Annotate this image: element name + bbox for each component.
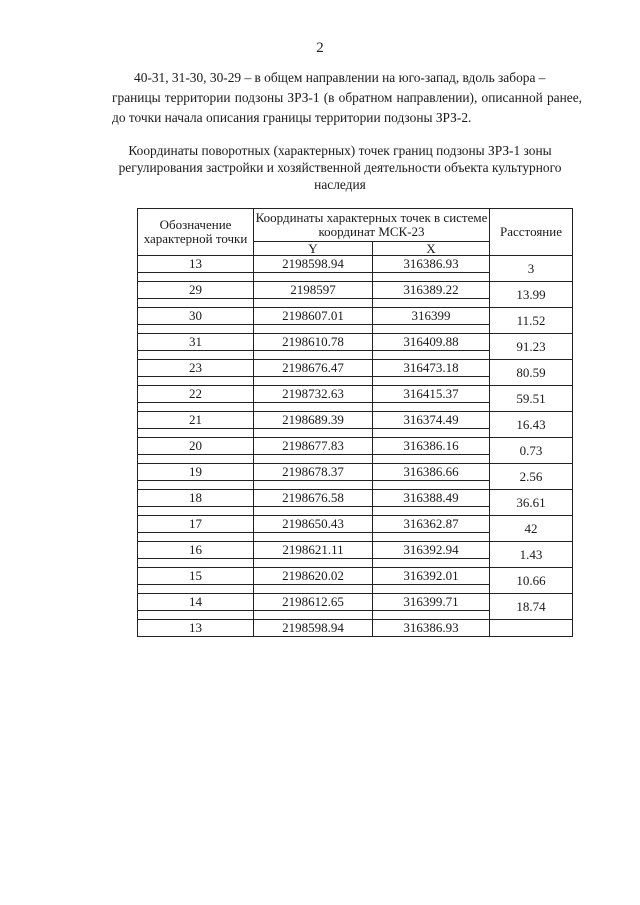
coord-y: 2198607.01: [254, 308, 373, 325]
spacer-cell: [373, 377, 490, 386]
point-id: 18: [138, 490, 254, 507]
table-body: [138, 256, 573, 637]
spacer-cell: [373, 559, 490, 568]
point-id: 17: [138, 516, 254, 533]
header-y: Y: [254, 242, 373, 256]
coordinates-table: [137, 208, 573, 637]
distance-value: 18.74: [490, 594, 573, 620]
spacer-cell: [254, 455, 373, 464]
table-row: [138, 412, 573, 429]
table-row: [138, 490, 573, 507]
coord-x: 316399.71: [373, 594, 490, 611]
spacer-cell: [254, 377, 373, 386]
table-row: [138, 516, 573, 533]
table-row: [138, 282, 573, 299]
intro-rest: границы территории подзоны ЗРЗ-1 (в обратном направлении), описанной ранее, до точки начала описания границы территории подзоны ЗРЗ-2.: [112, 90, 582, 125]
point-id: 21: [138, 412, 254, 429]
table-row: [138, 256, 573, 273]
spacer-cell: [254, 351, 373, 360]
spacer-cell: [373, 299, 490, 308]
coord-x: 316362.87: [373, 516, 490, 533]
distance-value: 0.73: [490, 438, 573, 464]
coord-y: 2198676.58: [254, 490, 373, 507]
header-point-label: Обозначение характерной точки: [138, 209, 254, 256]
coord-y: 2198598.94: [254, 620, 373, 637]
table-row: [138, 464, 573, 481]
header-coords-label: Координаты характерных точек в системе координат МСК-23: [254, 209, 490, 242]
spacer-cell: [254, 429, 373, 438]
spacer-cell: [373, 507, 490, 516]
spacer-cell: [373, 273, 490, 282]
coord-x: 316386.93: [373, 256, 490, 273]
distance-value: 11.52: [490, 308, 573, 334]
spacer-cell: [254, 559, 373, 568]
coord-y: 2198610.78: [254, 334, 373, 351]
distance-value: 80.59: [490, 360, 573, 386]
table-row: [138, 334, 573, 351]
coord-x: 316473.18: [373, 360, 490, 377]
coord-y: 2198597: [254, 282, 373, 299]
spacer-cell: [138, 377, 254, 386]
spacer-cell: [373, 585, 490, 594]
header-x: X: [373, 242, 490, 256]
distance-value: 2.56: [490, 464, 573, 490]
coord-x: 316386.66: [373, 464, 490, 481]
spacer-cell: [254, 325, 373, 334]
table-caption: Координаты поворотных (характерных) точек границ подзоны ЗРЗ-1 зоны регулирования застройки и хозяйственной деятельности объекта культурного наследия: [118, 143, 562, 192]
coord-y: 2198678.37: [254, 464, 373, 481]
table-row: [138, 386, 573, 403]
distance-value: 1.43: [490, 542, 573, 568]
spacer-cell: [138, 559, 254, 568]
spacer-cell: [138, 429, 254, 438]
table-row: [138, 308, 573, 325]
point-id: 30: [138, 308, 254, 325]
spacer-cell: [138, 299, 254, 308]
point-id: 29: [138, 282, 254, 299]
distance-value: 13.99: [490, 282, 573, 308]
spacer-cell: [373, 429, 490, 438]
coord-y: 2198689.39: [254, 412, 373, 429]
spacer-cell: [254, 481, 373, 490]
point-id: 16: [138, 542, 254, 559]
intro-first-line: 40-31, 31-30, 30-29 – в общем направлении на юго-запад, вдоль забора –: [134, 70, 546, 85]
coord-x: 316386.16: [373, 438, 490, 455]
coord-x: 316374.49: [373, 412, 490, 429]
spacer-cell: [138, 403, 254, 412]
table-row: [138, 594, 573, 611]
table-row: [138, 438, 573, 455]
spacer-cell: [138, 325, 254, 334]
table-row: [138, 620, 573, 637]
distance-empty: [490, 620, 573, 637]
spacer-cell: [254, 273, 373, 282]
distance-value: 59.51: [490, 386, 573, 412]
table-row: [138, 360, 573, 377]
point-id: 13: [138, 256, 254, 273]
point-id: 15: [138, 568, 254, 585]
spacer-cell: [254, 611, 373, 620]
spacer-cell: [138, 533, 254, 542]
spacer-cell: [138, 585, 254, 594]
spacer-cell: [254, 507, 373, 516]
distance-value: 10.66: [490, 568, 573, 594]
coord-y: 2198612.65: [254, 594, 373, 611]
coord-y: 2198620.02: [254, 568, 373, 585]
spacer-cell: [138, 455, 254, 464]
spacer-cell: [138, 611, 254, 620]
coord-y: 2198650.43: [254, 516, 373, 533]
spacer-cell: [254, 585, 373, 594]
spacer-cell: [373, 455, 490, 464]
table-row: [138, 568, 573, 585]
point-id: 20: [138, 438, 254, 455]
coord-y: 2198677.83: [254, 438, 373, 455]
distance-value: 36.61: [490, 490, 573, 516]
coord-x: 316388.49: [373, 490, 490, 507]
coord-y: 2198598.94: [254, 256, 373, 273]
coord-y: 2198621.11: [254, 542, 373, 559]
point-id: 23: [138, 360, 254, 377]
spacer-cell: [138, 507, 254, 516]
spacer-cell: [373, 351, 490, 360]
point-id: 31: [138, 334, 254, 351]
coord-y: 2198732.63: [254, 386, 373, 403]
spacer-cell: [138, 273, 254, 282]
coord-y: 2198676.47: [254, 360, 373, 377]
spacer-cell: [373, 325, 490, 334]
intro-paragraph: [112, 68, 582, 128]
distance-value: 42: [490, 516, 573, 542]
coord-x: 316386.93: [373, 620, 490, 637]
spacer-cell: [254, 533, 373, 542]
coord-x: 316409.88: [373, 334, 490, 351]
spacer-cell: [373, 481, 490, 490]
point-id: 13: [138, 620, 254, 637]
point-id: 22: [138, 386, 254, 403]
spacer-cell: [138, 481, 254, 490]
spacer-cell: [373, 533, 490, 542]
page-number: 2: [316, 40, 324, 56]
distance-value: 91.23: [490, 334, 573, 360]
coord-x: 316415.37: [373, 386, 490, 403]
coord-x: 316392.01: [373, 568, 490, 585]
distance-value: 3: [490, 256, 573, 282]
point-id: 19: [138, 464, 254, 481]
distance-value: 16.43: [490, 412, 573, 438]
point-id: 14: [138, 594, 254, 611]
coord-x: 316399: [373, 308, 490, 325]
spacer-cell: [373, 611, 490, 620]
spacer-cell: [138, 351, 254, 360]
header-distance-label: Расстояние: [490, 209, 573, 256]
spacer-cell: [254, 403, 373, 412]
coord-x: 316392.94: [373, 542, 490, 559]
table-row: [138, 542, 573, 559]
spacer-cell: [254, 299, 373, 308]
spacer-cell: [373, 403, 490, 412]
coord-x: 316389.22: [373, 282, 490, 299]
